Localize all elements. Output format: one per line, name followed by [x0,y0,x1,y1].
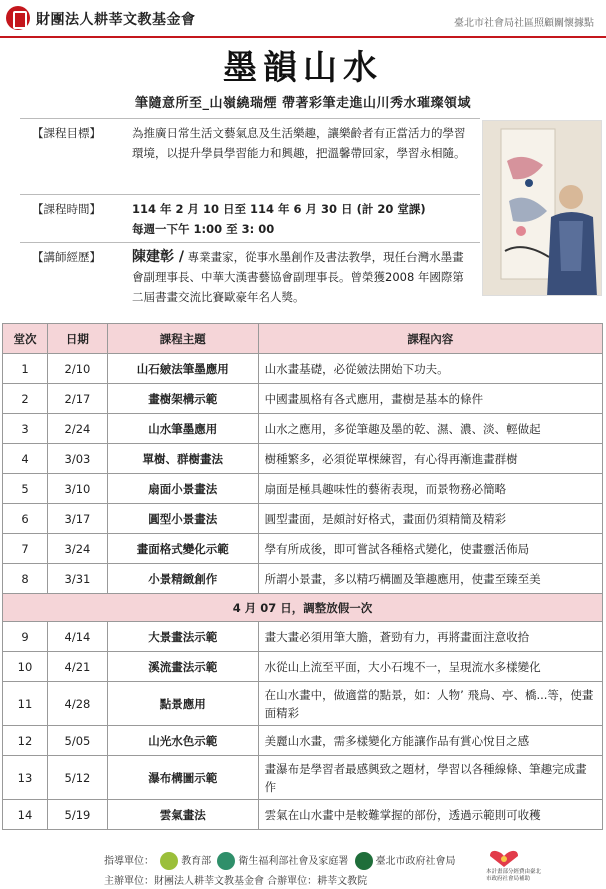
teacher-label: 【講師經歷】 [32,250,101,264]
col-header-date: 日期 [47,324,107,354]
funding-badge-text: 本計畫部分經費由臺北市政府社會局補助 [486,869,542,882]
holiday-notice: 4 月 07 日，調整放假一次 [3,594,603,622]
table-row: 10 4/21 溪流畫法示範 水從山上流至平面，大小石塊不一，呈現流水多樣變化 [3,652,603,682]
teacher-photo [482,120,602,296]
table-row: 7 3/24 畫面格式變化示範 學有所成後，即可嘗試各種格式變化，使畫靈活佈局 [3,534,603,564]
info-row-time [20,194,480,242]
table-row: 11 4/28 點景應用 在山水畫中，做適當的點景，如：人物’ 飛鳥、亭、橋...等，使畫面精彩 [3,682,603,726]
page-tagline: 筆隨意所至_山嶺繞瑞煙 帶著彩筆走進山川秀水璀璨領域 [134,96,472,111]
page-title: 墨韻山水 [223,48,383,88]
moe-logo-icon [160,852,178,870]
col-header-session: 堂次 [3,324,48,354]
guide-unit-3: 臺北市政府社會局 [375,856,456,867]
time-label: 【課程時間】 [32,202,101,216]
heart-badge-icon [484,850,524,868]
host-units: 主辦單位：財團法人耕莘文教基金會 合辦單位：耕莘文教院 [104,876,368,887]
header-divider [0,36,606,38]
table-row: 8 3/31 小景精緻創作 所謂小景畫，多以精巧構圖及筆趣應用，使畫至臻至美 [3,564,603,594]
info-row-teacher [20,242,480,312]
header-right-text: 臺北市社會局社區照顧關懷據點 [454,18,594,29]
page-footer [0,846,606,889]
goal-text: 為推廣日常生活文藝氣息及生活樂趣，讓樂齡者有正當活力的學習環境，以提升學員學習能力和興趣，把溫馨帶回家，學習永相隨。 [132,126,466,160]
foundation-logo-icon [6,6,30,30]
org-name: 財團法人耕莘文教基金會 [36,12,196,28]
teacher-photo-image [483,121,602,296]
table-header-row [3,324,603,354]
table-row: 1 2/10 山石皴法筆墨應用 山水畫基礎，必從皴法開始下功夫。 [3,354,603,384]
page-header [0,0,606,38]
guide-unit-1: 教育部 [181,856,212,867]
table-row: 4 3/03 單樹、群樹畫法 樹種繁多，必須從單棵練習，有心得再漸進畫群樹 [3,444,603,474]
table-row: 5 3/10 扇面小景畫法 扇面是極具趣味性的藝術表現，而景物務必簡略 [3,474,603,504]
mohw-logo-icon [217,852,235,870]
table-notice-row [3,594,603,622]
table-row: 13 5/12 瀑布構圖示範 畫瀑布是學習者最感興致之題材，學習以各種線條、筆趣完成畫作 [3,756,603,800]
table-row: 6 3/17 圓型小景畫法 圓型畫面，是頗討好格式，畫面仍須精簡及精彩 [3,504,603,534]
table-row: 12 5/05 山光水色示範 美麗山水畫，需多樣變化方能讓作品有賞心悅目之感 [3,726,603,756]
info-row-goal [20,118,480,194]
teacher-bio: 專業畫家，從事水墨創作及書法教學，現任台灣水墨畫會副理事長、中華大漢書藝協會副理事長。曾榮獲2008 年國際第二屆書畫交流比賽歐豪年名人獎。 [132,250,464,304]
table-row: 14 5/19 雲氣畫法 雲氣在山水畫中是較難掌握的部份，透過示範則可收穫 [3,800,603,830]
table-row: 9 4/14 大景畫法示範 畫大畫必須用筆大膽，蒼勁有力，再將畫面注意收拾 [3,622,603,652]
guide-units [104,852,456,870]
guide-unit-2: 衛生福利部社會及家庭署 [238,856,349,867]
time-line-2: 每週一下午 1:00 至 3: 00 [132,222,275,236]
col-header-topic: 課程主題 [107,324,258,354]
course-schedule-table [2,323,603,830]
col-header-content: 課程內容 [258,324,602,354]
table-row: 3 2/24 山水筆墨應用 山水之應用，多從筆趣及墨的乾、濕、濃、淡、輕做起 [3,414,603,444]
teacher-name: 陳建彰 / [132,249,184,265]
guide-label: 指導單位： [104,856,154,867]
time-line-1: 114 年 2 月 10 日至 114 年 6 月 30 日 (計 20 堂課) [132,202,426,216]
taipei-logo-icon [355,852,373,870]
table-row: 2 2/17 畫樹架構示範 中國畫風格有各式應用，畫樹是基本的條件 [3,384,603,414]
goal-label: 【課程目標】 [32,126,101,140]
